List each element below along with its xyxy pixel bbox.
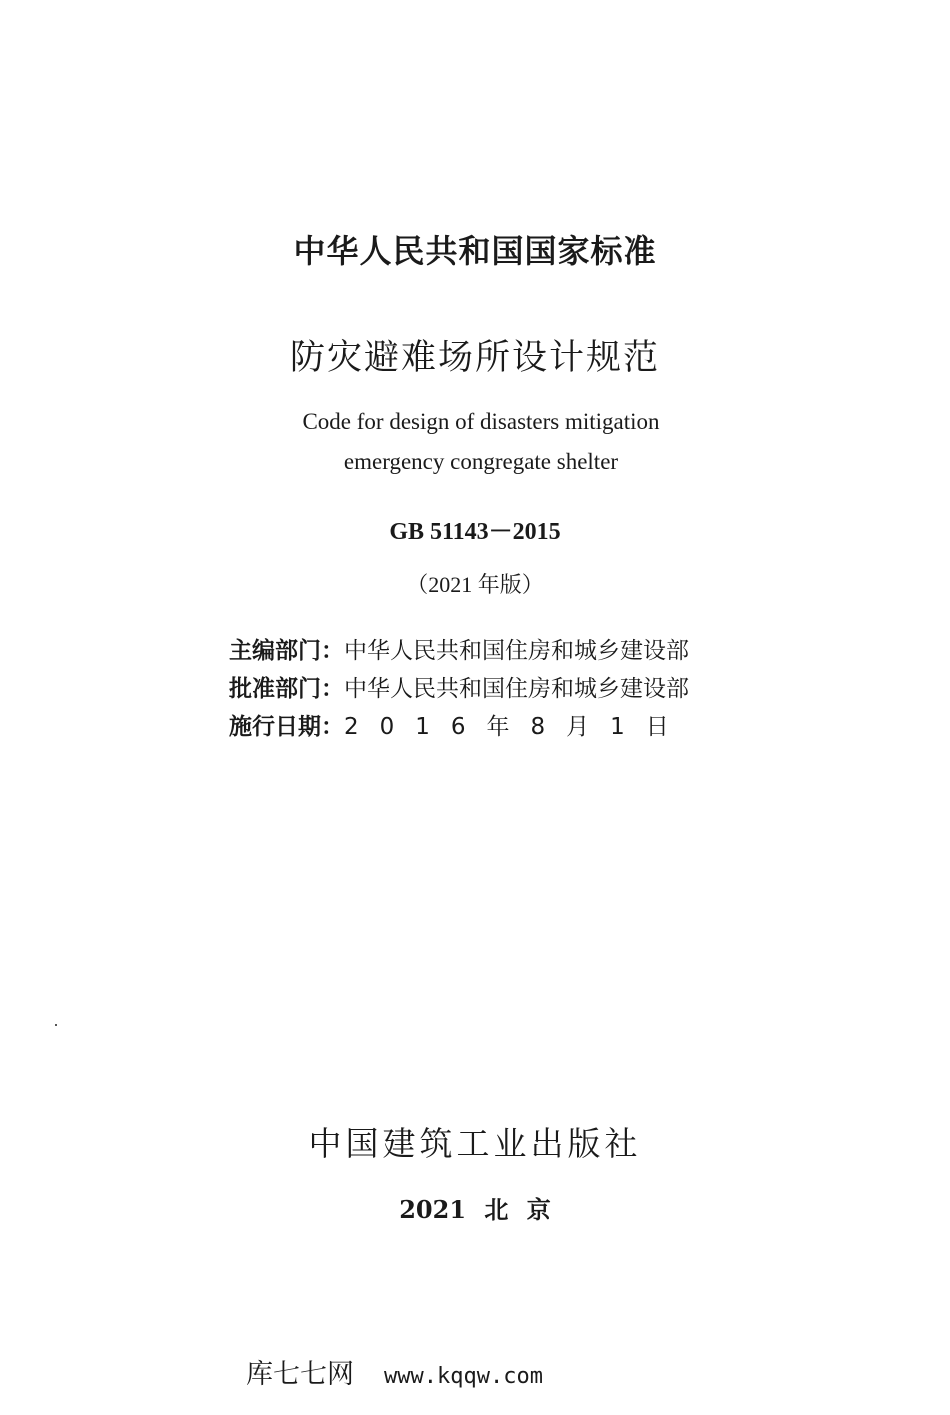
standard-code: GB 51143－2015 <box>389 519 561 545</box>
title-english-line-1: Code for design of disasters mitigation <box>302 409 660 434</box>
editor-department-value: 中华人民共和国住房和城乡建设部 <box>344 638 689 664</box>
effective-date-row <box>229 710 690 744</box>
approval-department-value: 中华人民共和国住房和城乡建设部 <box>344 676 689 702</box>
publication-place-year: 2021 北 京 <box>399 1195 551 1224</box>
watermark-name: 库七七网 <box>246 1359 354 1390</box>
editor-department-label: 主编部门： <box>229 638 344 664</box>
approval-department-row <box>229 672 689 706</box>
title-english-line-2: emergency congregate shelter <box>343 449 619 474</box>
edition-note: （2021 年版） <box>406 572 544 597</box>
scan-speck <box>55 1024 57 1026</box>
editor-department-row <box>229 634 689 668</box>
effective-date-value: 2016年8月1日 <box>344 714 690 740</box>
approval-department-label: 批准部门： <box>229 676 344 702</box>
national-standard-heading: 中华人民共和国国家标准 <box>293 232 657 270</box>
effective-date-label: 施行日期： <box>229 714 344 740</box>
watermark-site: www.kqqw.com <box>384 1364 543 1389</box>
publisher-name: 中国建筑工业出版社 <box>308 1124 642 1163</box>
title-chinese: 防灾避难场所设计规范 <box>289 338 660 378</box>
watermark <box>246 1352 543 1391</box>
